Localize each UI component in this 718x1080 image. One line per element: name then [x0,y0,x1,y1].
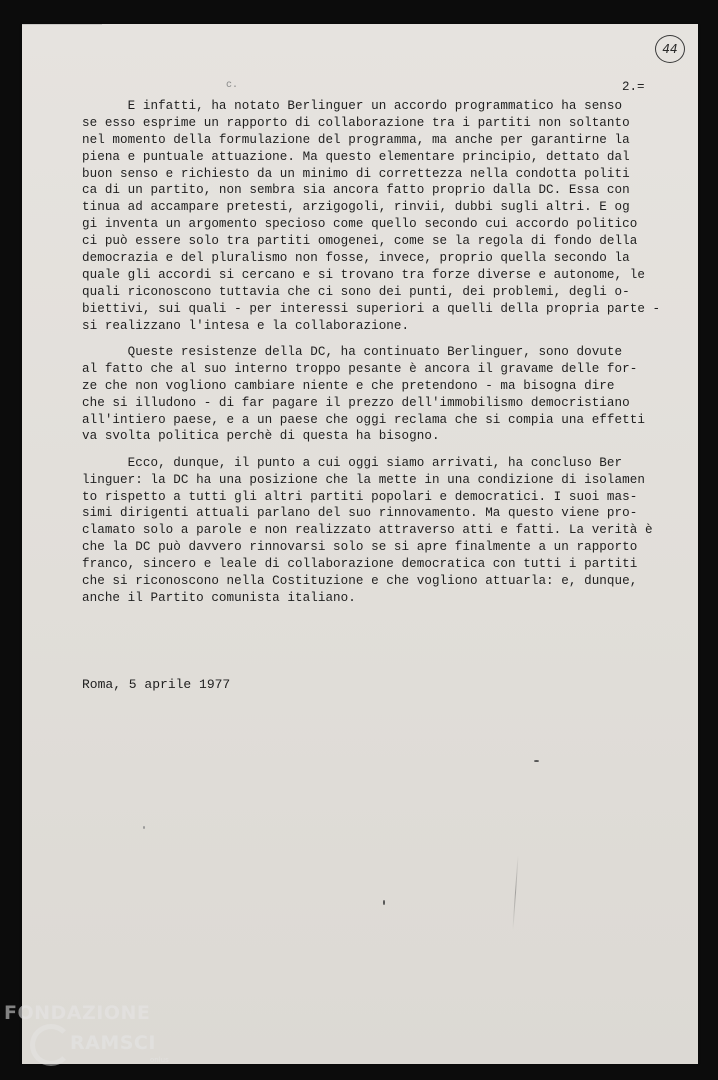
paragraph-1 [82,98,700,334]
text-line: piena e puntuale attuazione. Ma questo elementare principio, dettato dal [82,149,630,164]
text-line: E infatti, ha notato Berlinguer un accordo programmatico ha senso [82,99,623,113]
ink-speck [383,900,385,905]
archive-watermark [4,1002,194,1076]
text-line: che si riconoscono nella Costituzione e che vogliono attuarla: e, dunque, [82,574,638,589]
text-line: nel momento della formulazione del programma, ma anche per garantirne la [82,132,630,147]
paragraph-3 [82,455,700,607]
watermark-text: RAMSCI [70,1032,156,1054]
watermark-text: FONDAZIONE [4,1002,151,1024]
watermark-text: onlus [150,1056,169,1064]
text-line: che la DC può davvero rinnovarsi solo se si apre finalmente a un rapporto [82,540,638,555]
text-line: tinua ad accampare pretesti, arzigogoli, rinvii, dubbi sugli altri. E og [82,200,630,215]
text-line: ca di un partito, non sembra sia ancora fatto proprio dalla DC. Essa con [82,183,630,198]
body-text [82,98,700,616]
text-line: all'intiero paese, e a un paese che oggi reclama che si compia una effetti [82,412,645,427]
text-line: quali riconoscono tuttavia che ci sono dei punti, dei problemi, degli o- [82,284,630,299]
text-line: gi inventa un argomento specioso come quello secondo cui accordo politico [82,217,638,232]
ink-speck [534,760,539,762]
page-number: 2.= [622,80,645,94]
text-line: ci può essere solo tra partiti omogenei, come se la regola di fondo della [82,234,638,249]
text-line: linguer: la DC ha una posizione che la mette in una condizione di isolamen [82,472,645,487]
dateline: Roma, 5 aprile 1977 [82,677,231,692]
ink-speck [143,826,145,829]
folio-stamp: 44 [655,35,685,63]
text-line: clamato solo a parole e non realizzato attraverso atti e fatti. La verità è [82,523,653,538]
text-line: che si illudono - di far pagare il prezzo dell'immobilismo democristiano [82,395,630,410]
text-line: quale gli accordi si cercano e si trovano tra forze diverse e autonome, le [82,267,645,282]
paragraph-2 [82,344,700,445]
text-line: simi dirigenti attuali parlano del suo rinnovamento. Ma questo viene pro- [82,506,638,521]
text-line: democrazia e del pluralismo non fosse, invece, proprio quella secondo la [82,251,630,266]
text-line: buon senso e richiesto da un minimo di correttezza nella condotta politi [82,166,630,181]
text-line: anche il Partito comunista italiano. [82,590,356,605]
text-line: Queste resistenze della DC, ha continuato Berlinguer, sono dovute [82,344,623,359]
text-line: ze che non vogliono cambiare niente e che pretendono - ma bisogna dire [82,378,615,393]
text-line: si realizzano l'intesa e la collaborazione. [82,318,410,333]
text-line: to rispetto a tutti gli altri partiti popolari e democratici. I suoi mas- [82,489,638,504]
text-line: Ecco, dunque, il punto a cui oggi siamo arrivati, ha concluso Ber [82,455,623,470]
watermark-g-logo-icon [30,1024,72,1066]
text-line: franco, sincero e leale di collaborazione democratica con tutti i partiti [82,557,638,572]
text-line: biettivi, sui quali - per interessi superiori a quelli della propria parte - [82,301,661,316]
text-line: va svolta politica perchè di questa ha bisogno. [82,429,440,444]
margin-mark: c. [226,80,239,91]
text-line: se esso esprime un rapporto di collaborazione tra i partiti non soltanto [82,115,630,130]
text-line: al fatto che al suo interno troppo pesante è ancora il gravame delle for- [82,361,638,376]
